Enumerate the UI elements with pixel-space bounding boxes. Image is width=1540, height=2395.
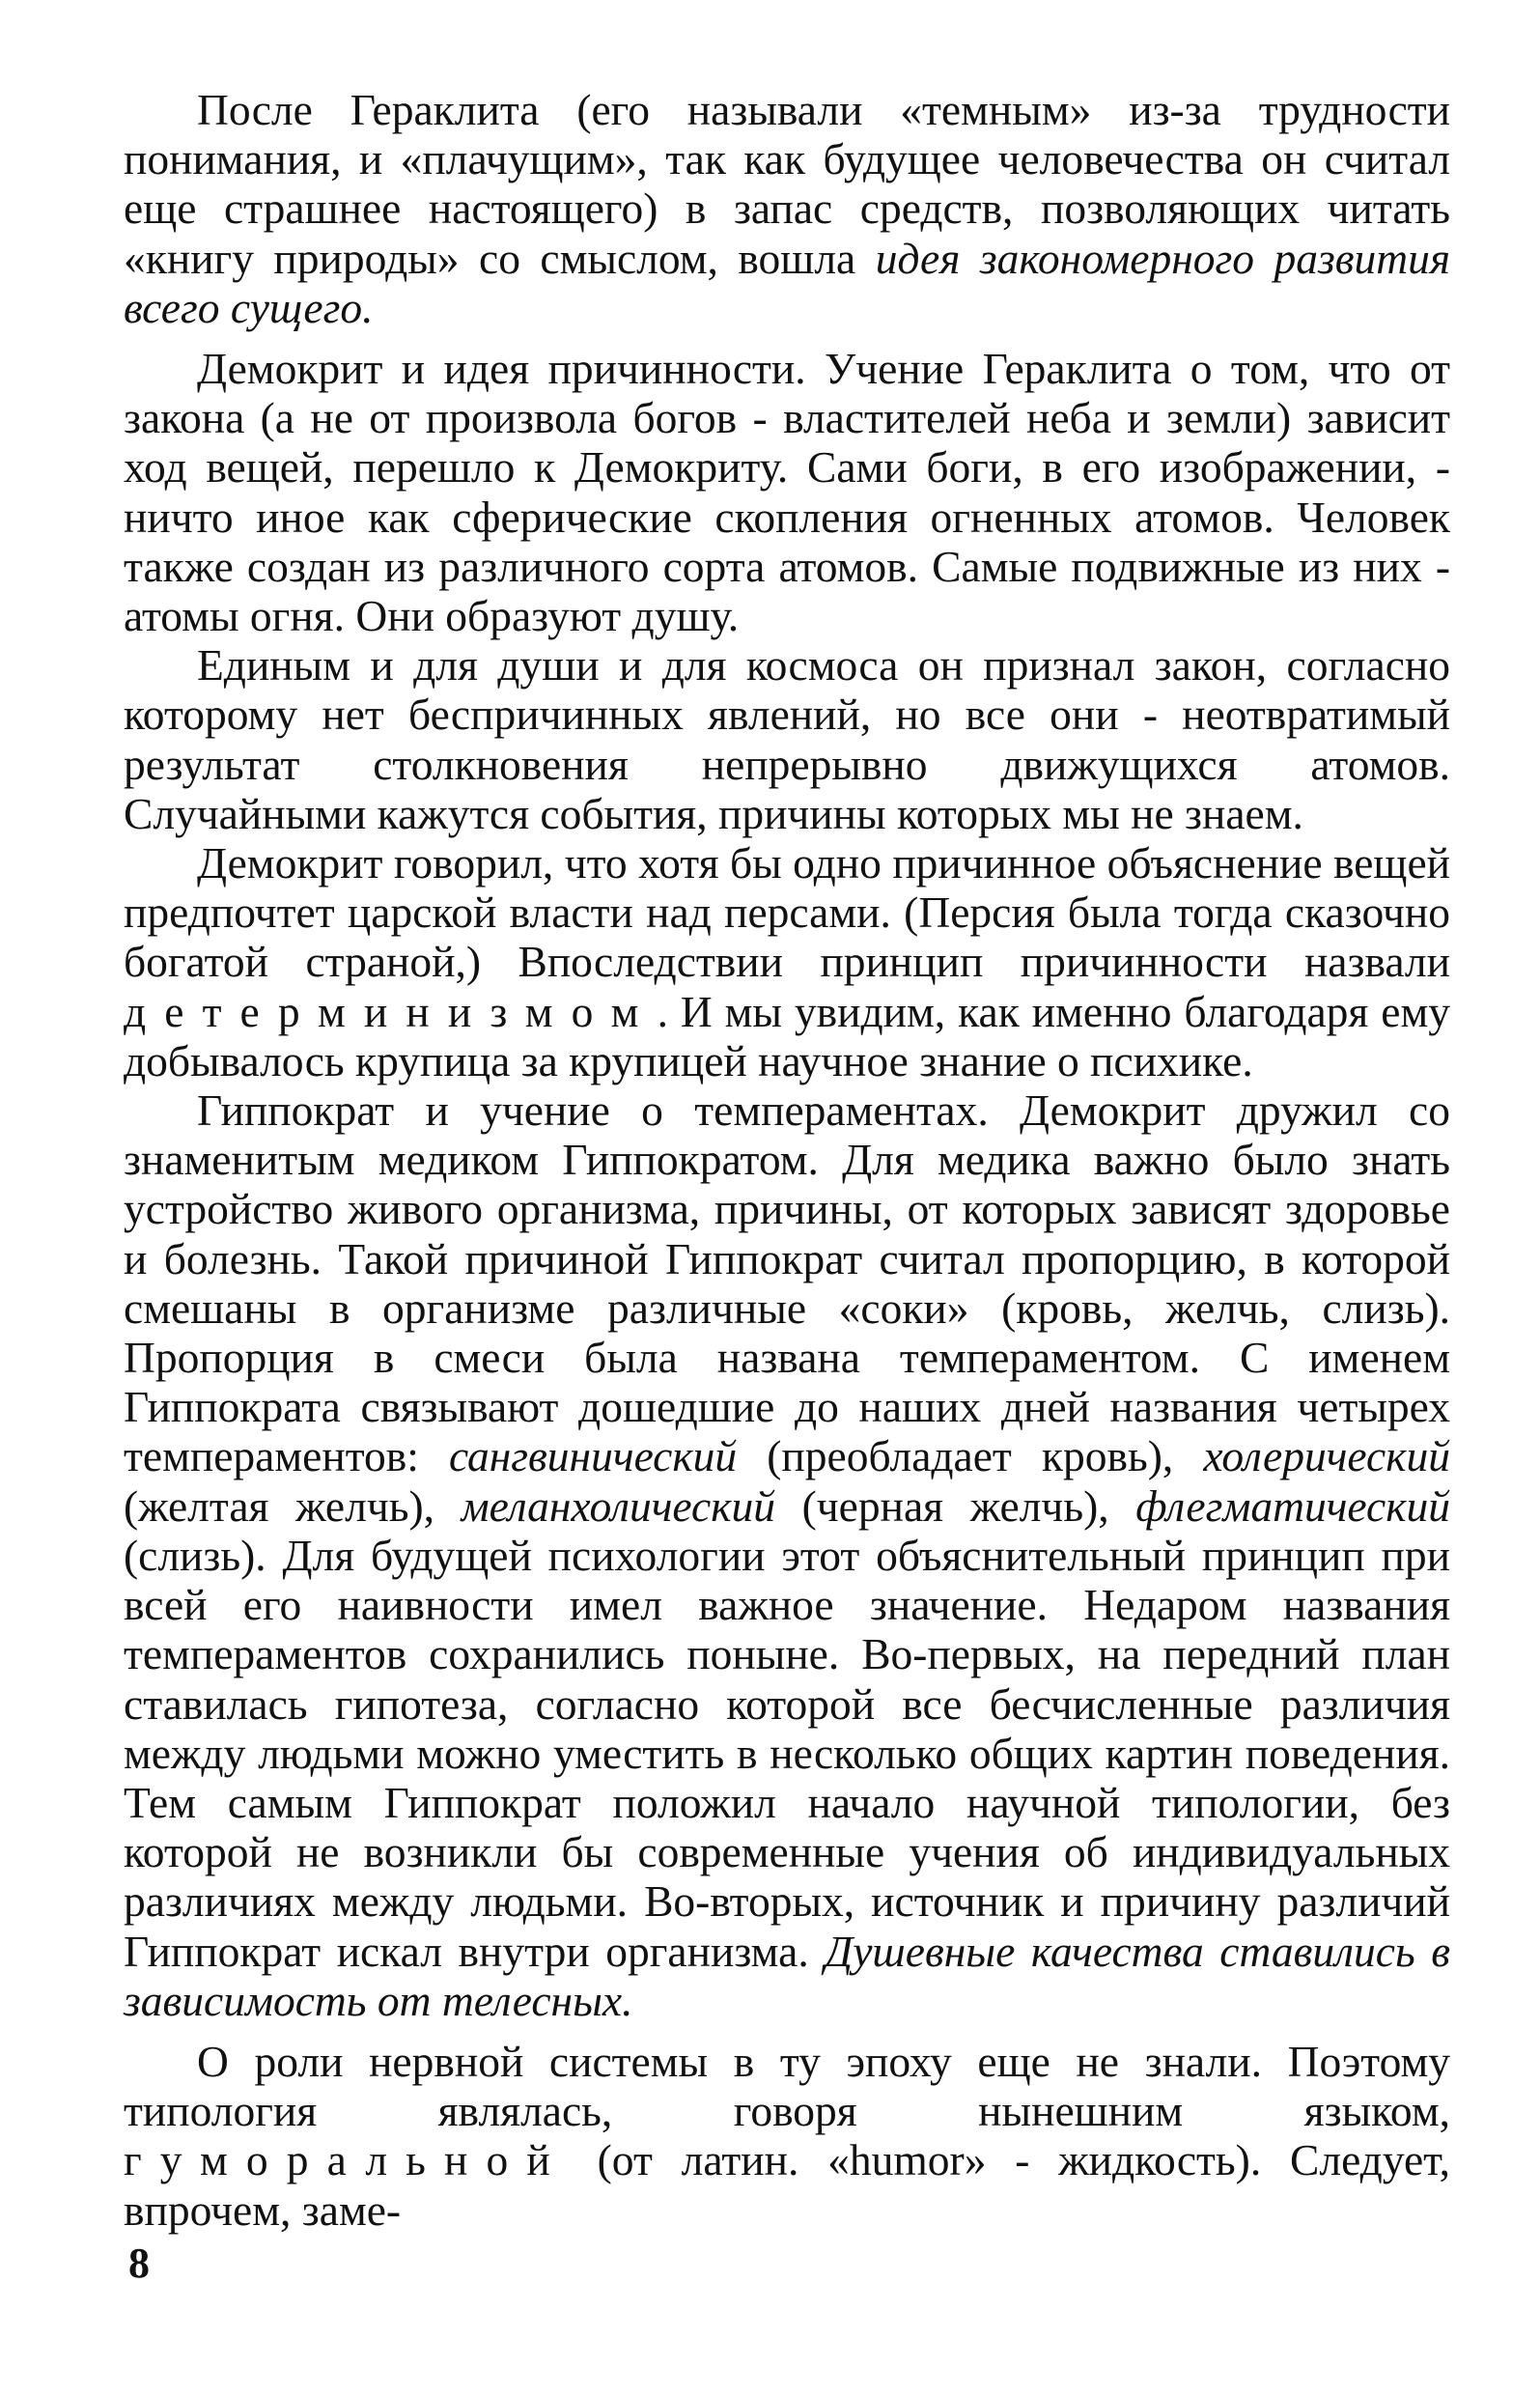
paragraph-5: [124, 1085, 1450, 2025]
text-segment: (черная желчь),: [774, 1480, 1136, 1531]
italic-term: флегматический: [1135, 1480, 1450, 1531]
paragraph-2: [124, 344, 1450, 640]
italic-phrase: идея закономерного развития всего сущего.: [124, 233, 1450, 332]
italic-term: сангвинический: [448, 1431, 738, 1481]
spaced-term: детерминизмом: [124, 986, 658, 1036]
text-segment: Демокрит и идея причинности. Учение Гераклита о том, что от закона (а не от произвола богов - властителей неба и земли) зависит ход вещей, перешло к Демокриту. Сами боги, в его изображении, - ничто иное как сферические скопления огненных атомов. Человек также создан из различного сорта атомов. Самые подвижные из них - атомы огня. Они образуют душу.: [124, 344, 1450, 641]
text-segment: Гиппократ и учение о темпераментах. Демокрит дружил со знаменитым медиком Гиппократом. Для медика важно было знать устройство живого организма, причины, от которых зависят здоровье и болезнь. Такой причиной Гиппократ считал пропорцию, в которой смешаны в организме различные «соки» (кровь, желчь, слизь). Пропорция в смеси была названа темпераментом. С именем Гиппократа связывают дошедшие до наших дней названия четырех темпераментов:: [124, 1085, 1450, 1481]
paragraph-1: [124, 85, 1450, 332]
text-segment: Единым и для души и для космоса он признал закон, согласно которому нет беспричинных явлений, но все они - неотвратимый результат столкновения непрерывно движущихся атомов. Случайными кажутся события, причины которых мы не знаем.: [124, 640, 1450, 838]
text-segment: (преобладает кровь),: [737, 1431, 1204, 1481]
page-number: 8: [128, 2240, 150, 2287]
text-segment: Демокрит говорил, что хотя бы одно причинное объяснение вещей предпочтет царской власти над персами. (Персия была тогда сказочно богатой страной,) Впоследствии принцип причинности назвали: [124, 838, 1450, 987]
text-segment: О роли нервной системы в ту эпоху еще не знали. Поэтому типология являлась, говоря нынешним языком,: [124, 2036, 1450, 2136]
text-segment: (от латин. «humor» - жидкость). Следует, впрочем, заме-: [124, 2135, 1450, 2235]
italic-phrase: Душевные качества ставились в зависимость от телесных.: [124, 1926, 1450, 2025]
text-segment: После Гераклита (его называли «темным» из-за трудности понимания, и «плачущим», так как будущее человечества он считал еще страшнее настоящего) в запас средств, позволяющих читать «книгу природы» со смыслом, вошла: [124, 85, 1450, 283]
text-segment: (слизь). Для будущей психологии этот объяснительный принцип при всей его наивности имел важное значение. Недаром названия темпераментов сохранились поныне. Во-первых, на передний план ставилась гипотеза, согласно которой все бесчисленные различия между людьми можно уместить в несколько общих картин поведения. Тем самым Гиппократ положил начало научной типологии, без которой не возникли бы современные учения об индивидуальных различиях между людьми. Во-вторых, источник и причину различий Гиппократ искал внутри организма.: [124, 1530, 1450, 1976]
paragraph-6: [124, 2037, 1450, 2235]
paragraph-3: [124, 640, 1450, 838]
spaced-term: гуморальной: [124, 2135, 569, 2185]
text-segment: . И мы увидим, как именно благодаря ему добывалось крупица за крупицей научное знание о психике.: [124, 986, 1450, 1085]
italic-term: меланхолический: [461, 1480, 775, 1531]
text-segment: (желтая желчь),: [124, 1480, 462, 1531]
page-text-block: [124, 85, 1450, 2235]
italic-term: холерический: [1203, 1431, 1451, 1481]
paragraph-4: [124, 838, 1450, 1085]
